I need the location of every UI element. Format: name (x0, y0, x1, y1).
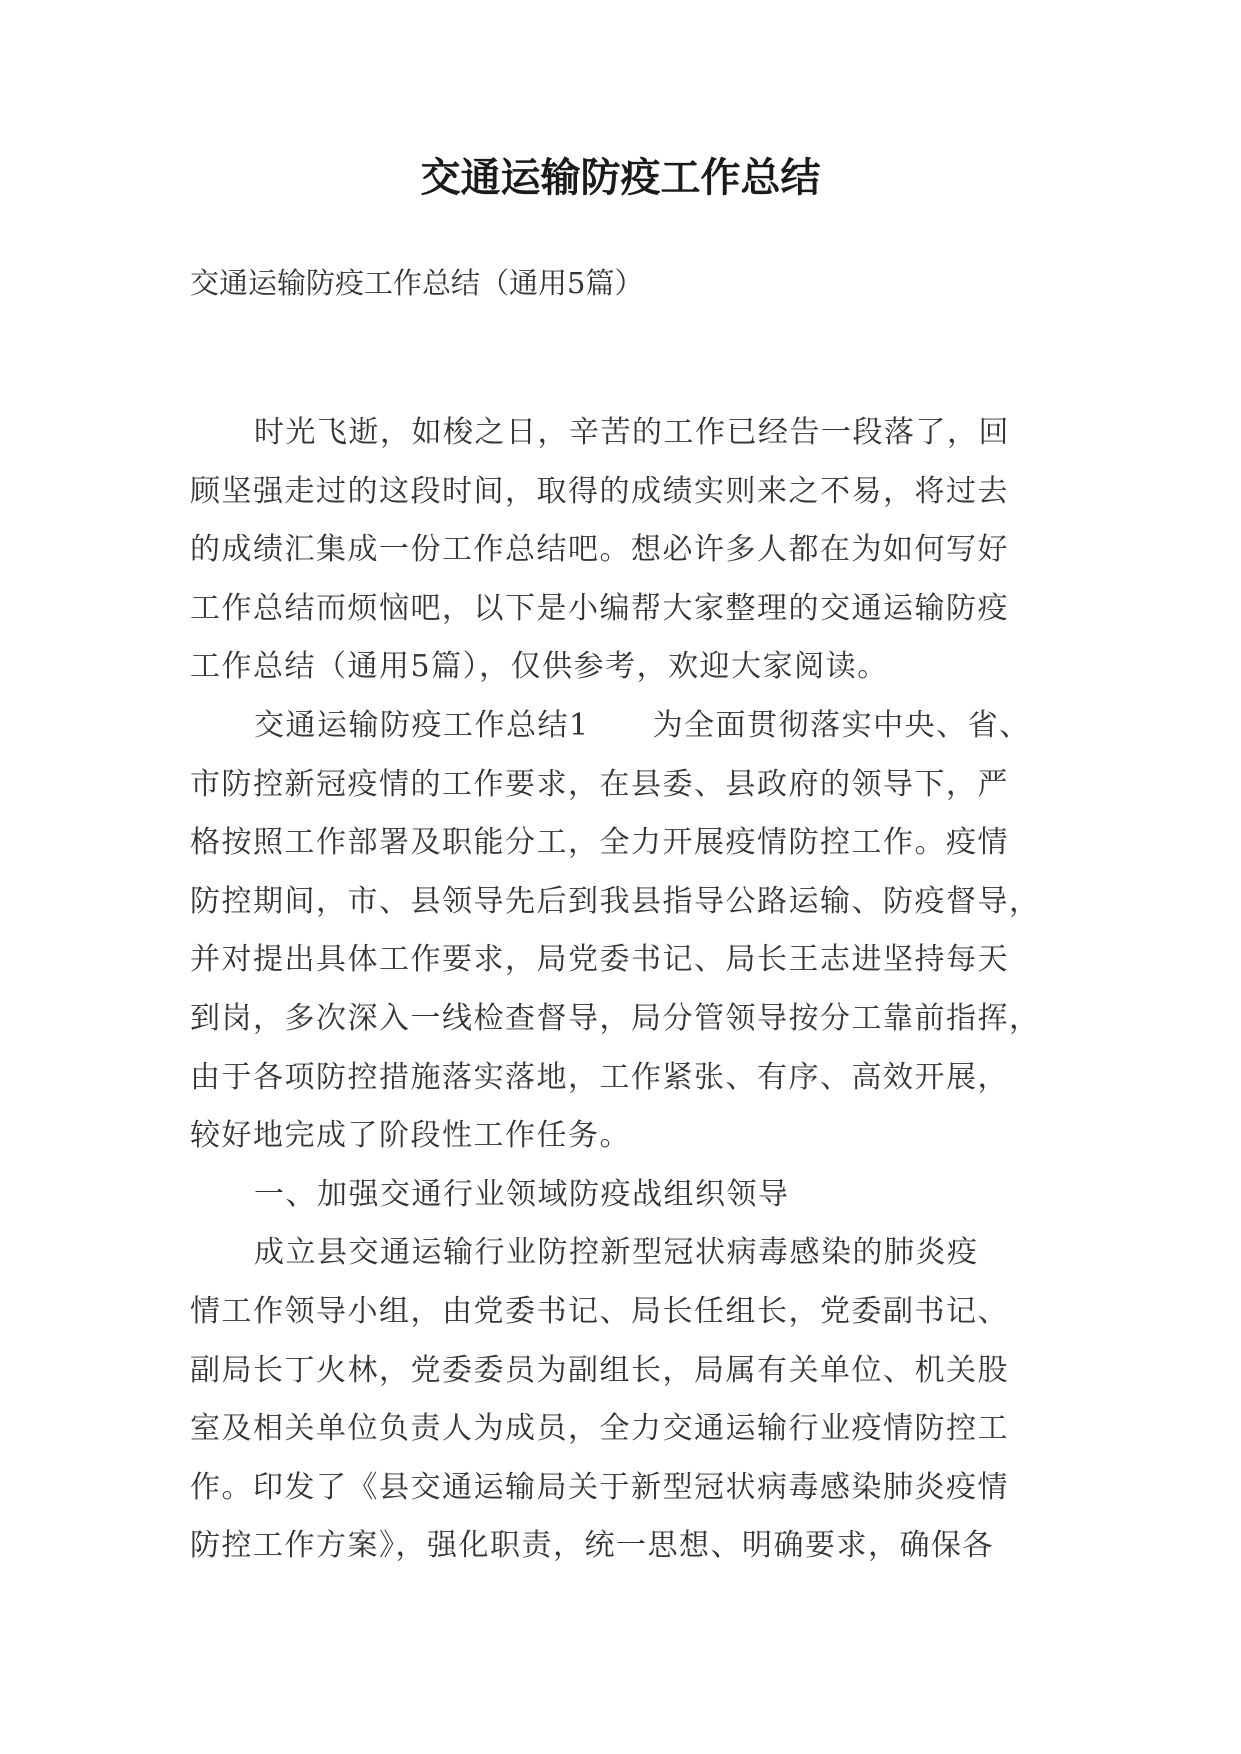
text-line: 情工作领导小组，由党委书记、局长任组长，党委副书记、 (190, 1293, 1009, 1329)
text-line: 防控工作方案》，强化职责，统一思想、明确要求，确保各 (190, 1528, 994, 1564)
text-line: 室及相关单位负责人为成员，全力交通运输行业疫情防控工 (190, 1411, 1009, 1447)
text-line: 格按照工作部署及职能分工，全力开展疫情防控工作。疫情 (190, 825, 1009, 861)
text-line: 作。印发了《县交通运输局关于新型冠状病毒感染肺炎疫情 (190, 1469, 1009, 1505)
text-line: 工作总结（通用5篇），仅供参考，欢迎大家阅读。 (190, 649, 889, 685)
text-line: 时光飞逝，如梭之日，辛苦的工作已经告一段落了，回 (254, 415, 1010, 450)
text-line: 工作总结而烦恼吧，以下是小编帮大家整理的交通运输防疫 (190, 590, 1009, 626)
text-line: 防控期间，市、县领导先后到我县指导公路运输、防疫督导， (190, 883, 1041, 919)
text-line: 副局长丁火林，党委委员为副组长，局属有关单位、机关股 (190, 1352, 1009, 1388)
text-line: 顾坚强走过的这段时间，取得的成绩实则来之不易，将过去 (190, 473, 1009, 509)
text-line: 交通运输防疫工作总结1 为全面贯彻落实中央、省、 (254, 707, 1031, 743)
document-body (190, 404, 1070, 1576)
document-title: 交通运输防疫工作总结 (420, 155, 821, 201)
section-heading: 一、加强交通行业领域防疫战组织领导 (254, 1176, 790, 1212)
text-line: 并对提出具体工作要求，局党委书记、局长王志进坚持每天 (190, 942, 1009, 978)
text-line: 到岗，多次深入一线检查督导，局分管领导按分工靠前指挥， (190, 1000, 1041, 1036)
text-line: 由于各项防控措施落实落地，工作紧张、有序、高效开展， (190, 1059, 1009, 1095)
text-line: 成立县交通运输行业防控新型冠状病毒感染的肺炎疫 (254, 1235, 979, 1271)
document-subtitle: 交通运输防疫工作总结（通用5篇） (190, 266, 644, 300)
text-line: 的成绩汇集成一份工作总结吧。想必许多人都在为如何写好 (190, 532, 1009, 568)
text-line: 市防控新冠疫情的工作要求，在县委、县政府的领导下，严 (190, 766, 1009, 802)
text-line: 较好地完成了阶段性工作任务。 (190, 1118, 631, 1154)
